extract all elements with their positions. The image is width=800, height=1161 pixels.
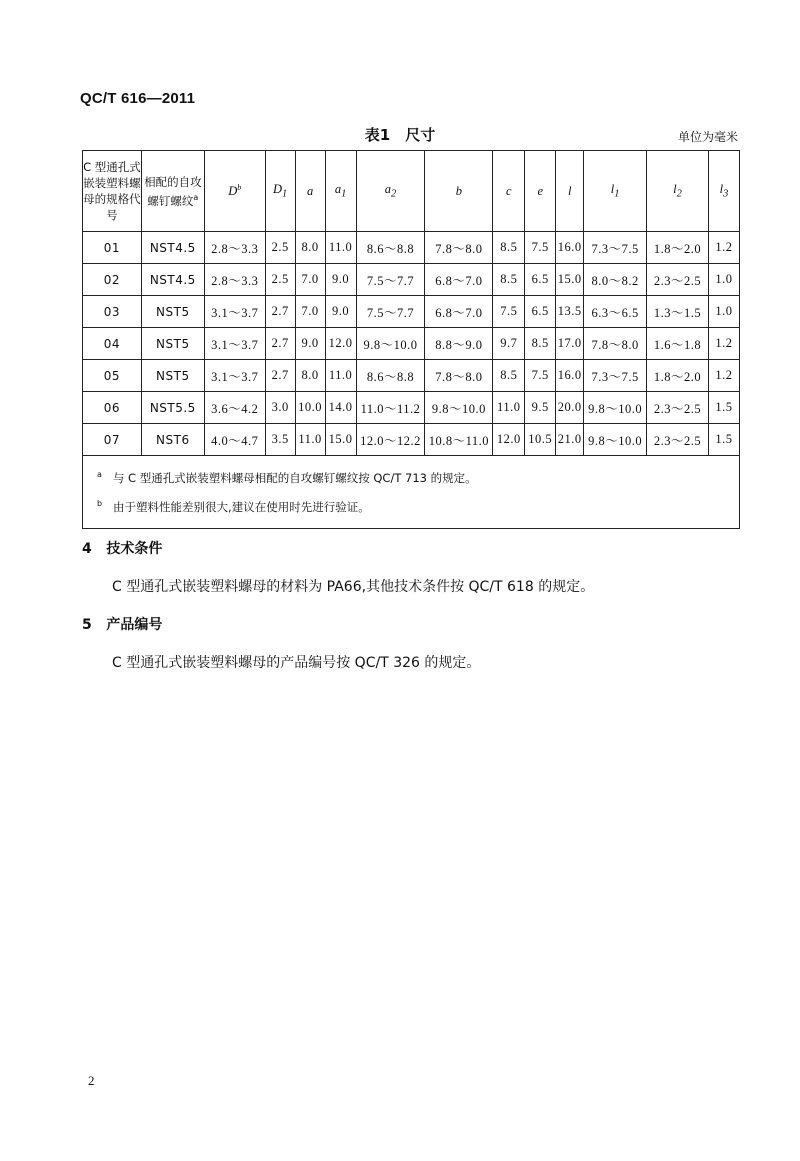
table-cell: 2.7 <box>265 296 295 328</box>
table-row <box>83 424 740 456</box>
page-number: 2 <box>88 1073 95 1088</box>
table-cell: 2.8～3.3 <box>204 264 265 296</box>
table-cell: 8.5 <box>525 328 556 360</box>
unit-label: 单位为毫米 <box>677 130 738 144</box>
table-cell: 1.3～1.5 <box>647 296 709 328</box>
table-cell: 9.0 <box>325 264 356 296</box>
header-a1: $a_1$ <box>325 151 356 232</box>
table-cell: 1.5 <box>708 424 739 456</box>
table-cell: 07 <box>83 424 142 456</box>
table-cell: 3.1～3.7 <box>204 328 265 360</box>
table-cell: 6.3～6.5 <box>584 296 647 328</box>
table-row <box>83 296 740 328</box>
table-cell: 3.1～3.7 <box>204 296 265 328</box>
table-notes-row <box>83 456 740 529</box>
section-4-body: C 型通孔式嵌装塑料螺母的材料为 PA66,其他技术条件按 QC/T 618 的规定。 <box>112 579 595 595</box>
table-cell: 9.5 <box>525 392 556 424</box>
table-cell: 3.1～3.7 <box>204 360 265 392</box>
header-a: a <box>295 151 325 232</box>
table-cell: NST5 <box>141 360 204 392</box>
table-cell: 03 <box>83 296 142 328</box>
table-cell: NST6 <box>141 424 204 456</box>
table-cell: 02 <box>83 264 142 296</box>
table-cell: 4.0～4.7 <box>204 424 265 456</box>
table-cell: 8.6～8.8 <box>356 232 425 264</box>
table-cell: 3.0 <box>265 392 295 424</box>
table-cell: 1.8～2.0 <box>647 232 709 264</box>
table-cell: 1.0 <box>708 296 739 328</box>
table-cell: 2.5 <box>265 232 295 264</box>
table-cell: 2.3～2.5 <box>647 264 709 296</box>
table-header-row <box>83 151 740 232</box>
table-cell: 7.5 <box>493 296 525 328</box>
table-cell: 14.0 <box>325 392 356 424</box>
table-cell: 9.8～10.0 <box>584 424 647 456</box>
table-cell: 9.7 <box>493 328 525 360</box>
table-cell: 6.8～7.0 <box>425 264 493 296</box>
table-cell: 3.5 <box>265 424 295 456</box>
table-cell: 2.7 <box>265 328 295 360</box>
table-cell: 15.0 <box>556 264 584 296</box>
table-cell: 13.5 <box>556 296 584 328</box>
table-cell: 11.0～11.2 <box>356 392 425 424</box>
table-cell: 2.7 <box>265 360 295 392</box>
table-cell: 7.8～8.0 <box>425 360 493 392</box>
table-cell: 10.8～11.0 <box>425 424 493 456</box>
table-cell: 9.8～10.0 <box>356 328 425 360</box>
table-cell: 8.5 <box>493 232 525 264</box>
standard-code: QC/T 616—2011 <box>80 90 196 107</box>
table-cell: 8.0 <box>295 232 325 264</box>
table-cell: 10.0 <box>295 392 325 424</box>
header-a2: $a_2$ <box>356 151 425 232</box>
table-cell: 7.5 <box>525 360 556 392</box>
table-row <box>83 264 740 296</box>
table-notes <box>83 456 740 529</box>
table-cell: 2.5 <box>265 264 295 296</box>
table-row <box>83 328 740 360</box>
table-cell: 2.8～3.3 <box>204 232 265 264</box>
table-cell: 7.3～7.5 <box>584 360 647 392</box>
table-row <box>83 360 740 392</box>
table-cell: 8.0 <box>295 360 325 392</box>
table-cell: 7.5～7.7 <box>356 296 425 328</box>
table-cell: 11.0 <box>493 392 525 424</box>
table-cell: NST5 <box>141 296 204 328</box>
note-b: $^b$ 由于塑料性能差别很大,建议在使用时先进行验证。 <box>97 498 370 514</box>
table-cell: NST4.5 <box>141 264 204 296</box>
table-cell: 17.0 <box>556 328 584 360</box>
table-cell: 11.0 <box>295 424 325 456</box>
table-cell: 6.5 <box>525 296 556 328</box>
table-cell: 7.5 <box>525 232 556 264</box>
section-4-heading: 4 技术条件 <box>82 541 163 557</box>
table-cell: 2.3～2.5 <box>647 424 709 456</box>
table-cell: 11.0 <box>325 232 356 264</box>
table-title: 表1 尺寸 <box>364 126 436 144</box>
table-cell: 21.0 <box>556 424 584 456</box>
table-cell: NST5.5 <box>141 392 204 424</box>
table-cell: 12.0～12.2 <box>356 424 425 456</box>
table-cell: 8.5 <box>493 264 525 296</box>
table-cell: 3.6～4.2 <box>204 392 265 424</box>
table-cell: 7.0 <box>295 264 325 296</box>
table-cell: 1.6～1.8 <box>647 328 709 360</box>
table-row <box>83 232 740 264</box>
header-D: $D^b$ <box>204 151 265 232</box>
table-cell: NST4.5 <box>141 232 204 264</box>
table-cell: 8.5 <box>493 360 525 392</box>
table-cell: 04 <box>83 328 142 360</box>
table-cell: 10.5 <box>525 424 556 456</box>
header-l1: $l_1$ <box>584 151 647 232</box>
table-cell: 06 <box>83 392 142 424</box>
note-a: $^a$ 与 C 型通孔式嵌装塑料螺母相配的自攻螺钉螺纹按 QC/T 713 的规定。 <box>97 470 477 485</box>
table-cell: 7.5～7.7 <box>356 264 425 296</box>
section-5-body: C 型通孔式嵌装塑料螺母的产品编号按 QC/T 326 的规定。 <box>112 655 481 671</box>
header-spec-code: C 型通孔式嵌装塑料螺母的规格代号 <box>83 151 142 232</box>
header-l: l <box>556 151 584 232</box>
table-cell: 9.0 <box>295 328 325 360</box>
table-cell: 16.0 <box>556 360 584 392</box>
table-cell: 9.8～10.0 <box>425 392 493 424</box>
table-cell: 2.3～2.5 <box>647 392 709 424</box>
table-cell: 7.3～7.5 <box>584 232 647 264</box>
header-l3: $l_3$ <box>708 151 739 232</box>
table-cell: 1.5 <box>708 392 739 424</box>
table-cell: 7.0 <box>295 296 325 328</box>
header-screw-thread: 相配的自攻螺钉螺纹$^a$ <box>141 151 204 232</box>
table-cell: 1.2 <box>708 328 739 360</box>
header-b: b <box>425 151 493 232</box>
table-cell: 1.2 <box>708 360 739 392</box>
table-cell: 7.8～8.0 <box>584 328 647 360</box>
table-cell: 05 <box>83 360 142 392</box>
table-cell: 9.0 <box>325 296 356 328</box>
table-cell: 8.8～9.0 <box>425 328 493 360</box>
table-cell: 12.0 <box>325 328 356 360</box>
table-cell: 8.0～8.2 <box>584 264 647 296</box>
table-cell: 15.0 <box>325 424 356 456</box>
table-cell: 01 <box>83 232 142 264</box>
header-c: c <box>493 151 525 232</box>
table-cell: 20.0 <box>556 392 584 424</box>
section-5-heading: 5 产品编号 <box>82 617 163 633</box>
header-e: e <box>525 151 556 232</box>
header-D1: $D_1$ <box>265 151 295 232</box>
table-cell: 9.8～10.0 <box>584 392 647 424</box>
table-cell: NST5 <box>141 328 204 360</box>
dimensions-table <box>82 150 740 529</box>
table-cell: 7.8～8.0 <box>425 232 493 264</box>
table-cell: 6.8～7.0 <box>425 296 493 328</box>
table-cell: 1.8～2.0 <box>647 360 709 392</box>
table-cell: 6.5 <box>525 264 556 296</box>
header-l2: $l_2$ <box>647 151 709 232</box>
table-cell: 11.0 <box>325 360 356 392</box>
table-cell: 16.0 <box>556 232 584 264</box>
table-row <box>83 392 740 424</box>
table-cell: 1.2 <box>708 232 739 264</box>
table-cell: 12.0 <box>493 424 525 456</box>
table-cell: 1.0 <box>708 264 739 296</box>
table-cell: 8.6～8.8 <box>356 360 425 392</box>
